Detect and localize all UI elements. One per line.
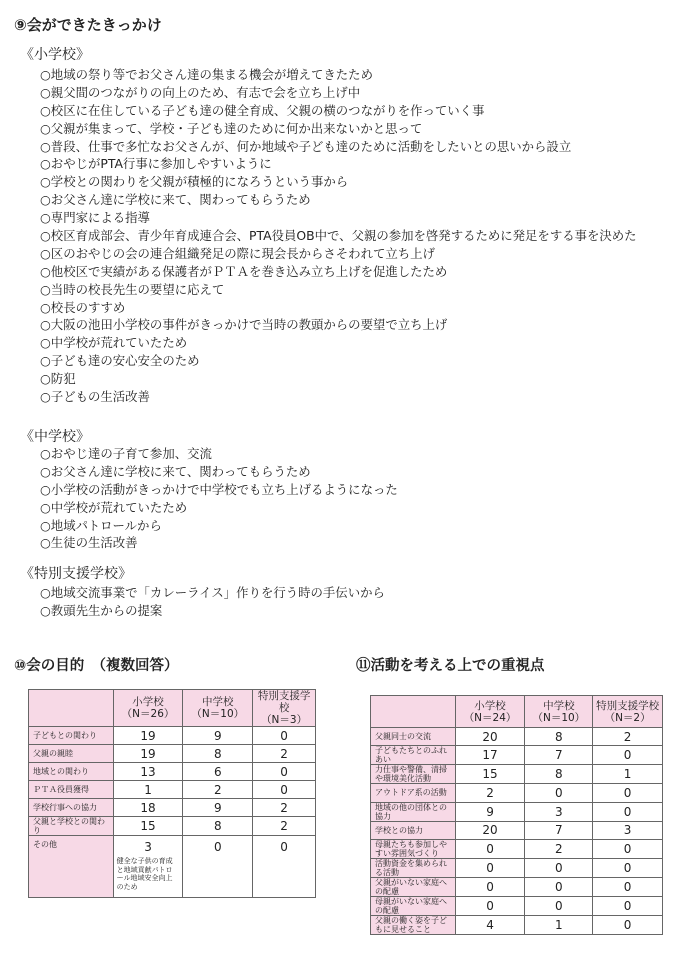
col-header: 小学校 （N＝26）	[113, 690, 183, 727]
list-item: ○おやじがPTA行事に参加しやすいように	[40, 156, 272, 172]
table-row	[29, 727, 316, 745]
cell: 1	[593, 765, 663, 784]
cell: 7	[525, 746, 593, 765]
cell: 17	[455, 746, 525, 765]
row-label: その他	[29, 836, 114, 898]
row-label: アウトドア系の活動	[371, 784, 456, 802]
table-row	[29, 799, 316, 817]
cell: 13	[113, 763, 183, 781]
row-label: ＰＴＡ役員獲得	[29, 781, 114, 799]
cell: 0	[183, 836, 253, 898]
row-label: 活動資金を集められる活動	[371, 858, 456, 877]
cell: 19	[113, 727, 183, 745]
row-label: 父親同士の交流	[371, 728, 456, 746]
q10-title: ⑩会の目的 （複数回答）	[14, 658, 179, 674]
cell: 9	[183, 727, 253, 745]
cell: 2	[455, 784, 525, 802]
table-row	[371, 802, 663, 821]
junior-heading: 《中学校》	[20, 429, 90, 445]
list-item: ○大阪の池田小学校の事件がきっかけで当時の教頭からの要望で立ち上げ	[40, 317, 448, 333]
junior-list	[40, 445, 398, 552]
col-header: 特別支援学校 （N＝2）	[593, 696, 663, 728]
cell: 1	[525, 915, 593, 934]
special-list	[40, 584, 385, 620]
cell: 0	[593, 896, 663, 915]
cell: 2	[253, 799, 316, 817]
table-row	[29, 745, 316, 763]
col-header: 小学校 （N＝24）	[455, 696, 525, 728]
cell: 0	[455, 858, 525, 877]
cell: 3	[525, 802, 593, 821]
cell: 1	[113, 781, 183, 799]
row-label: 父親の働く姿を子どもに見せること	[371, 915, 456, 934]
cell: 3 健全な子供の育成と地域貢献パトロール地域安全向上のため	[113, 836, 183, 898]
row-label: 地域との関わり	[29, 763, 114, 781]
cell: 3	[593, 821, 663, 839]
cell: 0	[525, 877, 593, 896]
row-label: 学校行事への協力	[29, 799, 114, 817]
row-label: 父親がいない家庭への配慮	[371, 877, 456, 896]
cell: 0	[593, 858, 663, 877]
cell: 2	[253, 817, 316, 836]
list-item: ○生徒の生活改善	[40, 535, 138, 551]
list-item: ○教頭先生からの提案	[40, 602, 163, 618]
list-item: ○子どもの生活改善	[40, 389, 150, 405]
list-item: ○中学校が荒れていたため	[40, 499, 188, 515]
table-row	[371, 896, 663, 915]
list-item: ○校区育成部会、青少年育成連合会、PTA役員OB中で、父親の参加を啓発するために発足をする事を決めた	[40, 228, 637, 244]
table-row	[29, 763, 316, 781]
q11-title: ⑪活動を考える上での重視点	[356, 658, 545, 674]
cell: 18	[113, 799, 183, 817]
list-item: ○父親が集まって、学校・子ども達のために何か出来ないかと思って	[40, 120, 423, 136]
corner-cell	[29, 690, 114, 727]
cell: 0	[253, 836, 316, 898]
cell: 0	[593, 746, 663, 765]
q9-title: ⑨会ができたきっかけ	[14, 16, 162, 34]
row-label: 父親と学校との関わり	[29, 817, 114, 836]
cell: 20	[455, 728, 525, 746]
list-item: ○普段、仕事で多忙なお父さんが、何か地域や子ども達のために活動をしたいとの思いから設立	[40, 138, 572, 154]
special-heading: 《特別支援学校》	[20, 566, 132, 582]
list-item: ○おやじ達の子育て参加、交流	[40, 446, 212, 461]
cell: 19	[113, 745, 183, 763]
list-item: ○親父間のつながりの向上のため、有志で会を立ち上げ中	[40, 84, 361, 100]
list-item: ○地域パトロールから	[40, 517, 162, 533]
cell: 2	[525, 839, 593, 858]
table-row	[371, 728, 663, 746]
cell: 0	[593, 877, 663, 896]
list-item: ○区のおやじの会の連合組織発足の際に現会長からさそわれて立ち上げ	[40, 245, 435, 261]
list-item: ○お父さん達に学校に来て、関わってもらうため	[40, 192, 311, 208]
cell: 0	[525, 896, 593, 915]
cell: 0	[525, 784, 593, 802]
cell: 0	[593, 802, 663, 821]
q10-table	[28, 689, 316, 898]
row-label: 子どもとの関わり	[29, 727, 114, 745]
table-row	[371, 915, 663, 934]
list-item: ○地域交流事業で「カレーライス」作りを行う時の手伝いから	[40, 585, 385, 600]
cell: 0	[455, 839, 525, 858]
q11-table	[370, 695, 663, 935]
table-row	[371, 858, 663, 877]
cell: 0	[593, 839, 663, 858]
elementary-list	[40, 66, 637, 406]
cell: 8	[183, 817, 253, 836]
row-label: 父親の親睦	[29, 745, 114, 763]
list-item: ○中学校が荒れていたため	[40, 335, 188, 351]
row-label: 母親がいない家庭への配慮	[371, 896, 456, 915]
cell: 2	[593, 728, 663, 746]
row-label: 母親たちも参加しやすい雰囲気づくり	[371, 839, 456, 858]
cell: 7	[525, 821, 593, 839]
table-row	[29, 781, 316, 799]
list-item: ○校長のすすめ	[40, 299, 126, 315]
list-item: ○当時の校長先生の要望に応えて	[40, 281, 225, 297]
table-row	[371, 765, 663, 784]
cell: 8	[183, 745, 253, 763]
table-row	[371, 821, 663, 839]
list-item: ○学校との関わりを父親が積極的になろうという事から	[40, 174, 349, 190]
other-note: 健全な子供の育成と地域貢献パトロール地域安全向上のため	[116, 857, 173, 891]
cell: 0	[455, 877, 525, 896]
cell: 15	[455, 765, 525, 784]
row-label: 力仕事や警備、清掃や環境美化活動	[371, 765, 456, 784]
list-item: ○小学校の活動がきっかけで中学校でも立ち上げるようになった	[40, 481, 398, 497]
table-row	[371, 877, 663, 896]
list-item: ○校区に在住している子ども達の健全育成、父親の横のつながりを作っていく事	[40, 102, 485, 118]
cell: 0	[253, 727, 316, 745]
cell: 20	[455, 821, 525, 839]
table-row	[29, 836, 316, 898]
list-item: ○専門家による指導	[40, 210, 150, 226]
elementary-heading: 《小学校》	[20, 47, 90, 63]
cell: 9	[455, 802, 525, 821]
list-item: ○子ども達の安心安全のため	[40, 353, 200, 369]
table-row	[371, 839, 663, 858]
cell: 0	[253, 763, 316, 781]
cell: 4	[455, 915, 525, 934]
col-header: 中学校 （N＝10）	[525, 696, 593, 728]
table-row	[29, 817, 316, 836]
cell: 0	[525, 858, 593, 877]
cell: 0	[455, 896, 525, 915]
col-header: 特別支援学校 （N＝3）	[253, 690, 316, 727]
list-item: ○地域の祭り等でお父さん達の集まる機会が増えてきたため	[40, 67, 373, 82]
col-header: 中学校 （N＝10）	[183, 690, 253, 727]
row-label: 学校との協力	[371, 821, 456, 839]
table-row	[371, 784, 663, 802]
list-item: ○お父さん達に学校に来て、関わってもらうため	[40, 463, 311, 479]
table-row	[371, 746, 663, 765]
corner-cell	[371, 696, 456, 728]
cell: 2	[253, 745, 316, 763]
cell: 0	[593, 784, 663, 802]
list-item: ○他校区で実績がある保護者がＰＴＡを巻き込み立ち上げを促進したため	[40, 263, 448, 279]
cell: 9	[183, 799, 253, 817]
row-label: 子どもたちとのふれあい	[371, 746, 456, 765]
cell: 0	[593, 915, 663, 934]
cell: 8	[525, 728, 593, 746]
cell: 2	[183, 781, 253, 799]
cell: 6	[183, 763, 253, 781]
cell: 15	[113, 817, 183, 836]
row-label: 地域の他の団体との協力	[371, 802, 456, 821]
list-item: ○防犯	[40, 371, 76, 387]
cell: 8	[525, 765, 593, 784]
cell: 0	[253, 781, 316, 799]
